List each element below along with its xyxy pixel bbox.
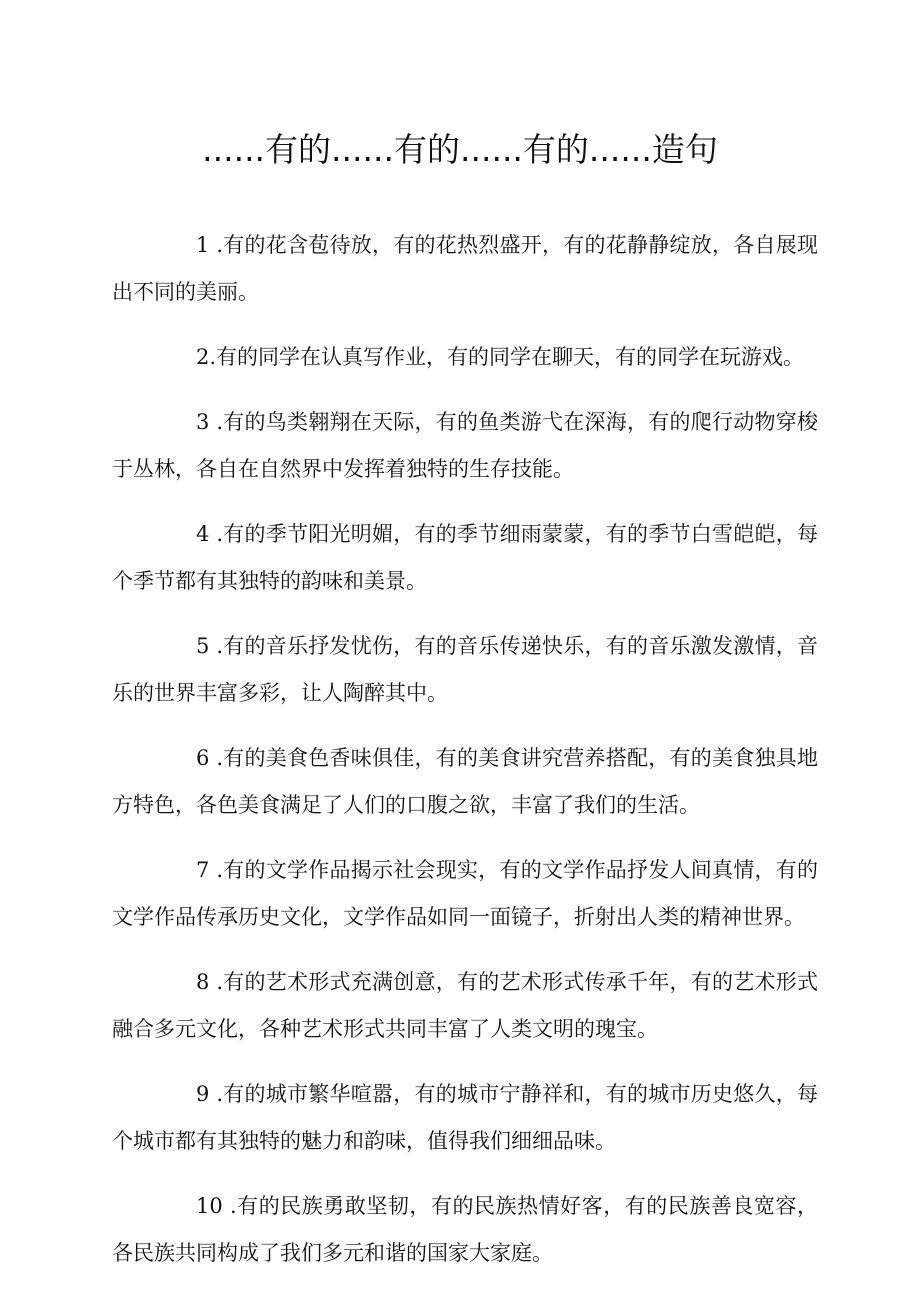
item-text: .有的同学在认真写作业，有的同学在聊天，有的同学在玩游戏。	[209, 345, 805, 369]
item-number: 7	[196, 858, 210, 882]
item-text: .有的艺术形式充满创意，有的艺术形式传承千年，有的艺术形式融合多元文化，各种艺术形式共同丰富了人类文明的瑰宝。	[112, 970, 818, 1041]
list-item	[112, 735, 818, 829]
list-item	[112, 1071, 818, 1165]
item-text: .有的城市繁华喧嚣，有的城市宁静祥和，有的城市历史悠久，每个城市都有其独特的魅力和韵味，值得我们细细品味。	[112, 1082, 818, 1153]
item-number: 10	[196, 1194, 223, 1218]
sentence-list	[112, 222, 818, 1295]
list-item	[112, 511, 818, 605]
item-number: 2	[196, 345, 210, 369]
list-item	[112, 222, 818, 316]
item-text: .有的民族勇敢坚韧，有的民族热情好客，有的民族善良宽容，各民族共同构成了我们多元和谐的国家大家庭。	[112, 1194, 818, 1265]
list-item	[112, 399, 818, 493]
list-item	[112, 623, 818, 717]
list-item	[112, 847, 818, 941]
item-number: 8	[196, 970, 210, 994]
list-item	[112, 1183, 818, 1277]
item-number: 5	[196, 634, 210, 658]
item-number: 3	[196, 410, 210, 434]
item-number: 6	[196, 746, 210, 770]
item-text: .有的花含苞待放，有的花热烈盛开，有的花静静绽放，各自展现出不同的美丽。	[112, 233, 818, 304]
list-item	[112, 959, 818, 1053]
item-text: .有的美食色香味俱佳，有的美食讲究营养搭配，有的美食独具地方特色，各色美食满足了人们的口腹之欲，丰富了我们的生活。	[112, 746, 818, 817]
item-text: .有的文学作品揭示社会现实，有的文学作品抒发人间真情，有的文学作品传承历史文化，文学作品如同一面镜子，折射出人类的精神世界。	[112, 858, 818, 929]
item-text: .有的季节阳光明媚，有的季节细雨蒙蒙，有的季节白雪皑皑，每个季节都有其独特的韵味和美景。	[112, 522, 818, 593]
list-item	[112, 334, 818, 381]
item-text: .有的鸟类翱翔在天际，有的鱼类游弋在深海，有的爬行动物穿梭于丛林，各自在自然界中发挥着独特的生存技能。	[112, 410, 818, 481]
item-number: 9	[196, 1082, 210, 1106]
item-text: .有的音乐抒发忧伤，有的音乐传递快乐，有的音乐激发激情，音乐的世界丰富多彩，让人陶醉其中。	[112, 634, 818, 705]
page-title: ......有的......有的......有的......造句	[202, 130, 718, 169]
item-number: 1	[196, 233, 210, 257]
item-number: 4	[196, 522, 210, 546]
